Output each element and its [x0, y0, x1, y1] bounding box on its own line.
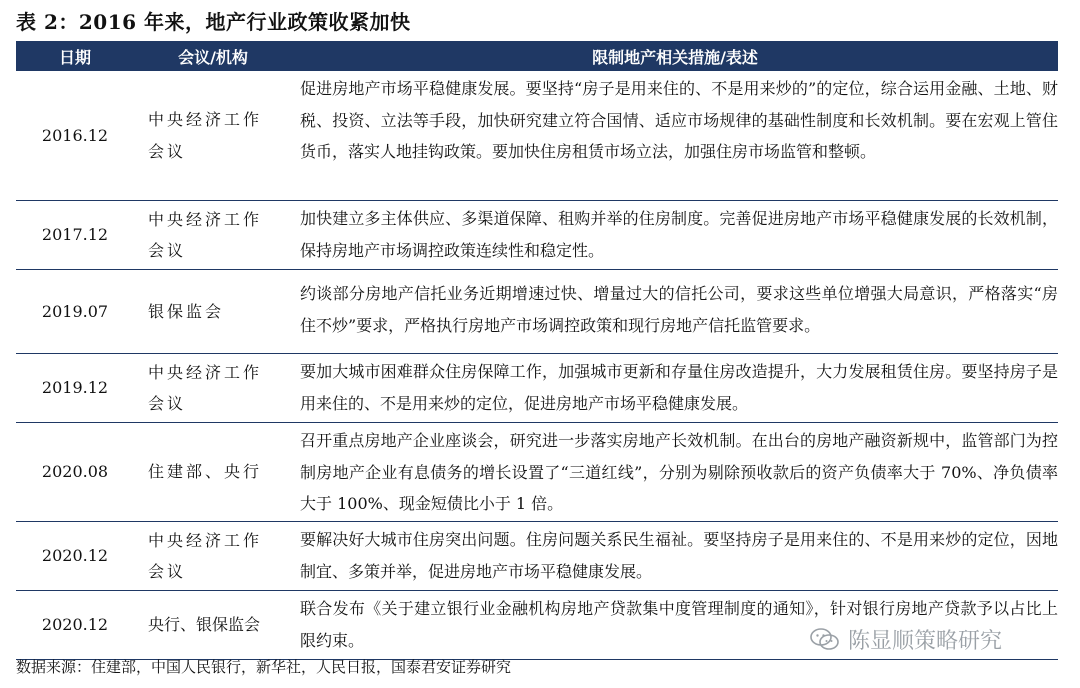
table-title: 表 2：2016 年来，地产行业政策收紧加快: [16, 10, 411, 34]
row-org: 中央经济工作会议: [148, 110, 263, 161]
row-org: 中央经济工作会议: [148, 362, 263, 413]
table-row: [16, 522, 1058, 591]
watermark-text: 陈显顺策略研究: [848, 629, 1003, 654]
table-row: [16, 201, 1058, 270]
row-desc: 约谈部分房地产信托业务近期增速过快、增量过大的信托公司，要求这些单位增强大局意识，严格落实“房住不炒”要求，严格执行房地产市场调控政策和现行房地产信托监管要求。: [300, 284, 1058, 335]
row-date: 2020.12: [41, 546, 109, 566]
policy-table: [16, 41, 1058, 660]
row-desc: 要加大城市困难群众住房保障工作，加强城市更新和存量住房改造提升，大力发展租赁住房。要坚持房子是用来住的、不是用来炒的定位，促进房地产市场平稳健康发展。: [300, 362, 1058, 413]
header-date: 日期: [58, 47, 91, 67]
table-row: [16, 423, 1058, 522]
row-org: 中央经济工作会议: [148, 209, 263, 260]
row-org: 住建部、央行: [148, 462, 263, 482]
row-desc: 召开重点房地产企业座谈会，研究进一步落实房地产长效机制。在出台的房地产融资新规中，监管部门为控制房地产企业有息债务的增长设置了“三道红线”，分别为剔除预收款后的资产负债率大于 70%、净负债率大于 100%、现金短债比小于 1 倍。: [300, 431, 1058, 513]
header-org: 会议/机构: [178, 47, 248, 67]
row-desc: 要解决好大城市住房突出问题。住房问题关系民生福祉。要坚持房子是用来住的、不是用来炒的定位，因地制宜、多策并举，促进房地产市场平稳健康发展。: [300, 530, 1058, 581]
table-row: [16, 71, 1058, 201]
row-date: 2019.07: [41, 301, 109, 321]
row-desc: 促进房地产市场平稳健康发展。要坚持“房子是用来住的、不是用来炒的”的定位，综合运用金融、土地、财税、投资、立法等手段，加快研究建立符合国情、适应市场规律的基础性制度和长效机制。要在宏观上管住货币，落实人地挂钩政策。要加快住房租赁市场立法，加强住房市场监管和整顿。: [300, 79, 1058, 161]
table-header: [16, 41, 1058, 71]
row-org: 中央经济工作会议: [148, 530, 263, 581]
row-date: 2017.12: [41, 225, 109, 245]
row-date: 2019.12: [41, 378, 109, 398]
data-source-note: 数据来源：住建部，中国人民银行，新华社，人民日报，国泰君安证券研究: [16, 658, 512, 676]
wechat-icon: [810, 627, 840, 653]
header-measures: 限制地产相关措施/表述: [592, 47, 758, 67]
row-date: 2016.12: [41, 125, 109, 145]
table-row: [16, 270, 1058, 354]
watermark: [810, 624, 1002, 655]
row-desc: 加快建立多主体供应、多渠道保障、租购并举的住房制度。完善促进房地产市场平稳健康发展的长效机制，保持房地产市场调控政策连续性和稳定性。: [300, 209, 1058, 260]
row-org: 银保监会: [148, 301, 225, 321]
row-date: 2020.08: [41, 462, 109, 482]
row-org: 央行、银保监会: [148, 615, 261, 635]
row-date: 2020.12: [41, 615, 109, 635]
table-row: [16, 354, 1058, 423]
row-desc: 联合发布《关于建立银行业金融机构房地产贷款集中度管理制度的通知》，针对银行房地产贷款予以占比上限约束。: [300, 599, 1058, 650]
